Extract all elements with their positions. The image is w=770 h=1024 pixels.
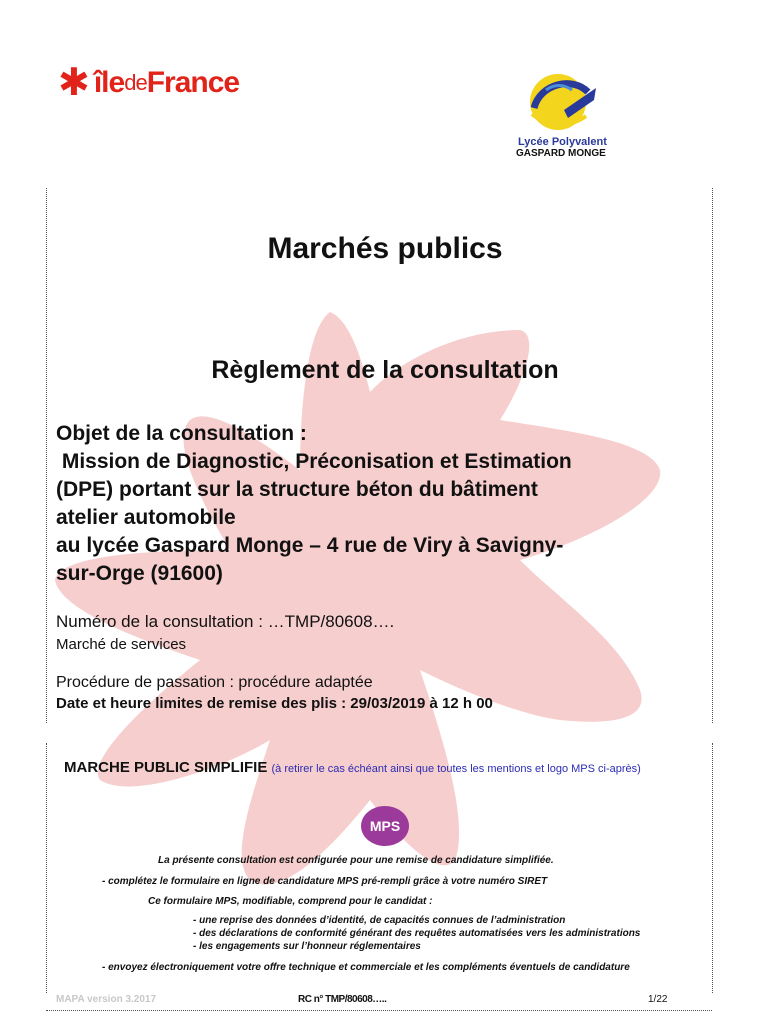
logo-text-de: de xyxy=(124,70,147,95)
mps-title: MARCHE PUBLIC SIMPLIFIE xyxy=(64,759,268,776)
mps-note: (à retirer le cas échéant ainsi que toutes les mentions et logo MPS ci-après) xyxy=(271,763,641,775)
objet-line: Mission de Diagnostic, Préconisation et Estimation xyxy=(56,450,572,473)
mps-paragraph: - complétez le formulaire en ligne de candidature MPS pré-rempli grâce à votre numéro SIRET xyxy=(102,876,548,887)
footer-version: MAPA version 3.2017 xyxy=(56,994,157,1005)
objet-line: (DPE) portant sur la structure béton du bâtiment xyxy=(56,478,538,501)
school-emblem-icon xyxy=(506,70,636,136)
frame-right-bottom xyxy=(712,743,713,993)
objet-line: Objet de la consultation : xyxy=(56,422,307,445)
frame-left-bottom xyxy=(46,743,47,993)
frame-left-top xyxy=(46,188,47,723)
mps-paragraph: Ce formulaire MPS, modifiable, comprend pour le candidat : xyxy=(148,896,433,907)
objet-consultation xyxy=(56,420,716,588)
date-limite-remise: Date et heure limites de remise des plis : 29/03/2019 à 12 h 00 xyxy=(56,695,493,712)
mps-paragraph: La présente consultation est configurée pour une remise de candidature simplifiée. xyxy=(158,855,554,866)
logo-text-france: France xyxy=(146,66,240,99)
mps-heading xyxy=(64,759,714,778)
footer-rc-number: RC n° TMP/80608….. xyxy=(298,994,387,1005)
logo-text-ile: île xyxy=(93,66,125,99)
mps-logo-icon xyxy=(361,806,409,846)
objet-line: sur-Orge (91600) xyxy=(56,562,223,585)
mps-logo-text: MPS xyxy=(369,818,401,834)
mps-paragraph: - des déclarations de conformité générant des requêtes automatisées vers les administrations xyxy=(193,928,641,939)
ile-de-france-logo xyxy=(58,64,239,102)
frame-bottom-line xyxy=(46,1010,712,1011)
mps-paragraph: - envoyez électroniquement votre offre technique et commerciale et les compléments éventuels de candidature xyxy=(102,962,630,973)
objet-line: atelier automobile xyxy=(56,506,236,529)
document-subtitle: Règlement de la consultation xyxy=(211,356,559,384)
procedure-passation: Procédure de passation : procédure adaptée xyxy=(56,674,373,691)
document-title: Marchés publics xyxy=(267,232,503,265)
numero-consultation: Numéro de la consultation : …TMP/80608…. xyxy=(56,612,395,631)
star-icon: ✱ xyxy=(58,62,90,104)
lycee-caption-1: Lycée Polyvalent xyxy=(518,136,607,148)
footer-page-number: 1/22 xyxy=(648,994,668,1005)
page-footer xyxy=(50,992,712,1010)
objet-line: au lycée Gaspard Monge – 4 rue de Viry à Savigny- xyxy=(56,534,564,557)
mps-paragraph: - les engagements sur l’honneur réglementaires xyxy=(193,941,421,952)
type-marche: Marché de services xyxy=(56,636,187,653)
lycee-caption-2: GASPARD MONGE xyxy=(516,148,606,159)
mps-paragraph: - une reprise des données d’identité, de capacités connues de l’administration xyxy=(193,915,566,926)
lycee-gaspard-monge-logo xyxy=(506,70,636,162)
